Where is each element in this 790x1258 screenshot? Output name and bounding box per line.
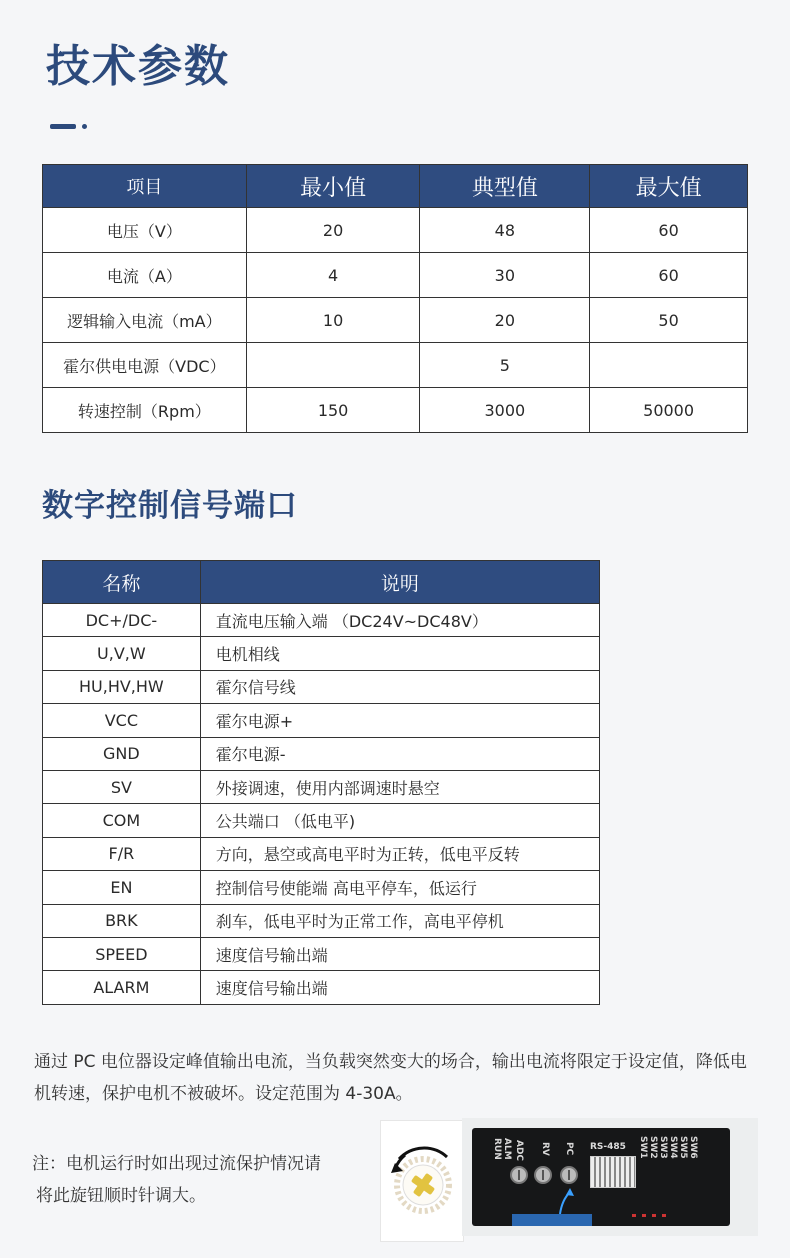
ports-header-name: 名称 (43, 561, 201, 604)
ports-title: 数字控制信号端口 (42, 488, 298, 524)
port-name: U,V,W (43, 637, 201, 670)
ports-header-row (43, 561, 600, 604)
table-cell: 逻辑输入电流（mA） (43, 298, 247, 343)
pc-pot (560, 1166, 578, 1184)
label-sw5: SW5 (678, 1136, 688, 1159)
port-desc: 速度信号输出端 (200, 971, 599, 1004)
port-desc: 直流电压输入端 （DC24V~DC48V） (200, 604, 599, 637)
table-cell: 60 (590, 253, 748, 298)
note (32, 1148, 382, 1212)
table-cell: 48 (420, 208, 590, 253)
table-cell: 电流（A） (43, 253, 247, 298)
label-adc: ADC (514, 1140, 524, 1162)
table-cell: 30 (420, 253, 590, 298)
port-name: SPEED (43, 937, 201, 970)
table-cell (590, 343, 748, 388)
ports-table (42, 560, 600, 1005)
table-row (43, 871, 600, 904)
rs485-label: RS-485 (590, 1142, 626, 1152)
port-name: COM (43, 804, 201, 837)
port-desc: 速度信号输出端 (200, 937, 599, 970)
note-line-2: 将此旋钮顺时针调大。 (36, 1186, 206, 1206)
title-underline (50, 124, 76, 129)
table-row (43, 670, 600, 703)
led (652, 1214, 656, 1217)
table-row (43, 604, 600, 637)
table-row (43, 837, 600, 870)
spec-table (42, 164, 748, 433)
port-name: VCC (43, 704, 201, 737)
port-name: BRK (43, 904, 201, 937)
label-run: RUN (492, 1138, 502, 1160)
table-row (43, 208, 748, 253)
current-setting-paragraph: 通过 PC 电位器设定峰值输出电流，当负载突然变大的场合，输出电流将限定于设定值，降低电机转速，保护电机不被破坏。设定范围为 4-30A。 (34, 1052, 747, 1104)
port-desc: 霍尔信号线 (200, 670, 599, 703)
terminal-block (512, 1214, 592, 1226)
label-sw2: SW2 (648, 1136, 658, 1159)
table-row (43, 804, 600, 837)
table-row (43, 904, 600, 937)
spec-header-item: 项目 (43, 165, 247, 208)
label-pc: PC (564, 1142, 574, 1156)
table-row (43, 737, 600, 770)
table-row (43, 343, 748, 388)
table-cell: 4 (246, 253, 420, 298)
port-name: GND (43, 737, 201, 770)
table-cell: 霍尔供电电源（VDC） (43, 343, 247, 388)
table-cell: 50000 (590, 388, 748, 433)
table-row (43, 298, 748, 343)
label-alm: ALM (502, 1138, 512, 1160)
port-name: F/R (43, 837, 201, 870)
port-name: EN (43, 871, 201, 904)
title-underline-dot (82, 124, 87, 129)
port-desc: 刹车，低电平时为正常工作，高电平停机 (200, 904, 599, 937)
ports-header-desc: 说明 (200, 561, 599, 604)
label-sw6: SW6 (688, 1136, 698, 1159)
port-name: ALARM (43, 971, 201, 1004)
port-name: SV (43, 770, 201, 803)
spec-header-typ: 典型值 (420, 165, 590, 208)
adc-pot (510, 1166, 528, 1184)
table-cell: 20 (246, 208, 420, 253)
dip-switch (590, 1156, 636, 1188)
port-desc: 外接调速，使用内部调速时悬空 (200, 770, 599, 803)
table-cell: 转速控制（Rpm） (43, 388, 247, 433)
arrow-pointer-icon (554, 1186, 584, 1216)
led (642, 1214, 646, 1217)
port-name: HU,HV,HW (43, 670, 201, 703)
spec-header-row (43, 165, 748, 208)
port-desc: 方向，悬空或高电平时为正转，低电平反转 (200, 837, 599, 870)
rotate-clockwise-knob-icon (381, 1121, 463, 1241)
driver-photo (472, 1128, 730, 1226)
spec-header-min: 最小值 (246, 165, 420, 208)
port-desc: 电机相线 (200, 637, 599, 670)
table-row (43, 971, 600, 1004)
rv-pot (534, 1166, 552, 1184)
led (632, 1214, 636, 1217)
led (662, 1214, 666, 1217)
port-desc: 霍尔电源+ (200, 704, 599, 737)
table-cell: 3000 (420, 388, 590, 433)
knob-illustration (380, 1120, 464, 1242)
table-cell: 20 (420, 298, 590, 343)
tech-params-title: 技术参数 (46, 41, 230, 92)
table-cell: 60 (590, 208, 748, 253)
port-desc: 公共端口 （低电平) (200, 804, 599, 837)
port-desc: 控制信号使能端 高电平停车，低运行 (200, 871, 599, 904)
label-sw1: SW1 (638, 1136, 648, 1159)
label-rv: RV (540, 1142, 550, 1156)
label-sw4: SW4 (668, 1136, 678, 1159)
table-row (43, 937, 600, 970)
table-cell: 50 (590, 298, 748, 343)
label-sw3: SW3 (658, 1136, 668, 1159)
note-line-1: 注：电机运行时如出现过流保护情况请 (32, 1154, 321, 1174)
table-row (43, 253, 748, 298)
table-row (43, 637, 600, 670)
table-cell: 电压（V） (43, 208, 247, 253)
table-cell: 150 (246, 388, 420, 433)
table-cell: 5 (420, 343, 590, 388)
port-desc: 霍尔电源- (200, 737, 599, 770)
port-name: DC+/DC- (43, 604, 201, 637)
table-cell: 10 (246, 298, 420, 343)
spec-header-max: 最大值 (590, 165, 748, 208)
table-row (43, 770, 600, 803)
table-row (43, 704, 600, 737)
table-cell (246, 343, 420, 388)
table-row (43, 388, 748, 433)
